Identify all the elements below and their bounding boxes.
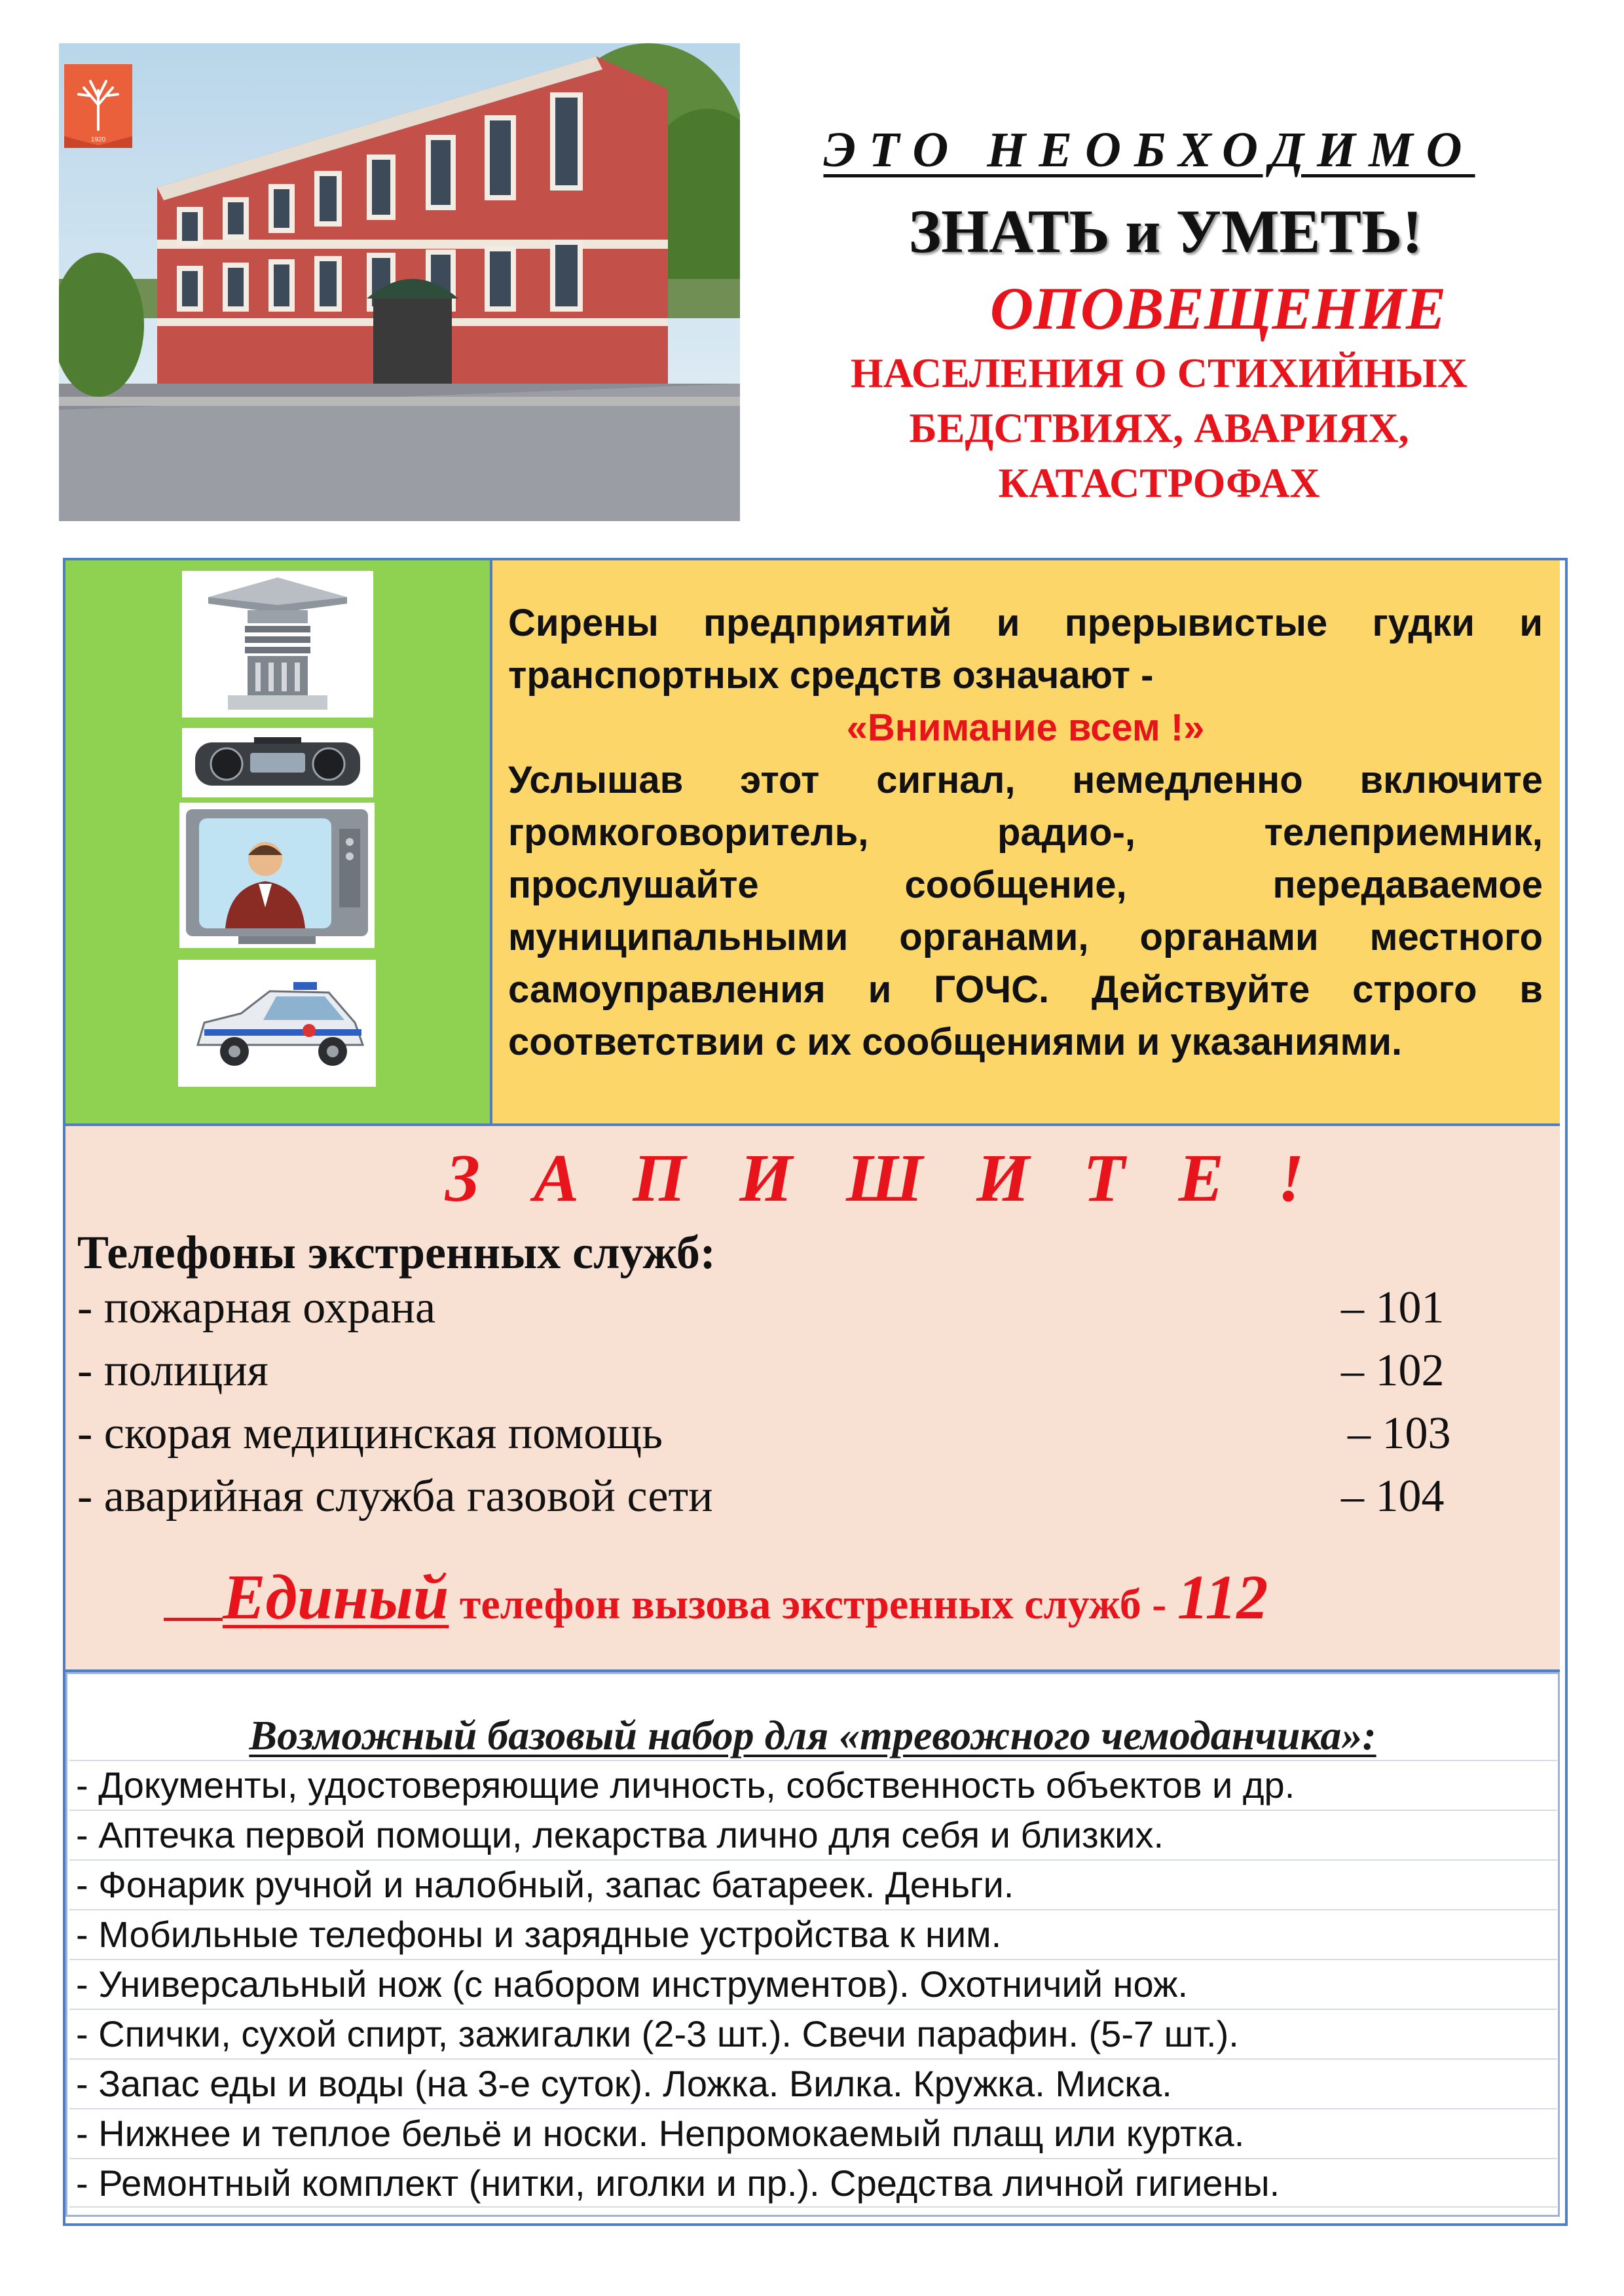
unified-emergency-number	[164, 1561, 1268, 1634]
phone-number-gas: – 104	[1341, 1471, 1445, 1522]
kit-item: - Аптечка первой помощи, лекарства лично для себя и близких.	[69, 1810, 1557, 1859]
siren-intro: Сирены предприятий и прерывистые гудки и транспортных средств означают -	[508, 602, 1543, 697]
kit-item: - Нижнее и теплое бельё и носки. Непромокаемый плащ или куртка.	[69, 2108, 1557, 2158]
kit-item: - Универсальный нож (с набором инструментов). Охотничий нож.	[69, 1959, 1557, 2009]
header-title-line2: ЗНАТЬ и УМЕТЬ!	[908, 198, 1423, 266]
unified-word: Единый	[223, 1562, 449, 1633]
kit-item: - Документы, удостоверяющие личность, собственность объектов и др.	[69, 1760, 1557, 1810]
write-down-heading: З А П И Ш И Т Е !	[445, 1140, 1323, 1216]
phone-number-ambulance: – 103	[1348, 1408, 1451, 1459]
radio-icon	[182, 728, 373, 797]
phones-title: Телефоны экстренных служб:	[77, 1226, 716, 1279]
building-photo	[59, 43, 740, 521]
kit-item: - Спички, сухой спирт, зажигалки (2-3 шт.). Свечи парафин. (5-7 шт.).	[69, 2009, 1557, 2058]
phone-label-police: - полиция	[77, 1345, 268, 1396]
phone-number-fire: – 101	[1341, 1283, 1445, 1333]
phone-number-police: – 102	[1341, 1345, 1445, 1396]
attention-callout: «Внимание всем !»	[846, 706, 1205, 749]
siren-icon	[182, 571, 373, 718]
header-subtitle	[760, 346, 1559, 511]
siren-instructions	[508, 597, 1543, 1068]
police-car-icon	[178, 960, 376, 1087]
kit-item: - Фонарик ручной и налобный, запас батареек. Деньги.	[69, 1859, 1557, 1909]
kit-item: - Ремонтный комплект (нитки, иголки и пр.). Средства личной гигиены.	[69, 2158, 1557, 2208]
subtitle-line: НАСЕЛЕНИЯ О СТИХИЙНЫХ	[850, 350, 1468, 396]
subtitle-line: КАТАСТРОФАХ	[998, 460, 1320, 506]
unified-text: телефон вызова экстренных служб -	[459, 1580, 1167, 1628]
kit-item: - Запас еды и воды (на 3-е суток). Ложка. Вилка. Кружка. Миска.	[69, 2058, 1557, 2108]
header-title-line3: ОПОВЕЩЕНИЕ	[989, 275, 1447, 342]
svg-text:1920: 1920	[90, 136, 106, 143]
siren-body: Услышав этот сигнал, немедленно включите громкоговоритель, радио-, телеприемник, прослушайте сообщение, передаваемое муниципальными органами, органами местного самоуправления и ГОЧС. Действуйте строго в соответствии с их сообщениями и указаниями.	[508, 759, 1543, 1063]
phone-label-gas: - аварийная служба газовой сети	[77, 1471, 713, 1522]
unified-number: 112	[1177, 1562, 1268, 1632]
tv-announcer-icon	[179, 803, 375, 948]
logo-tree-icon	[64, 64, 132, 148]
underline-lead	[164, 1617, 223, 1621]
header-title-line1: ЭТО НЕОБХОДИМО	[823, 122, 1475, 177]
kit-item: - Мобильные телефоны и зарядные устройства к ним.	[69, 1909, 1557, 1959]
phone-label-fire: - пожарная охрана	[77, 1283, 436, 1333]
kit-title: Возможный базовый набор для «тревожного чемоданчика»:	[249, 1712, 1376, 1758]
phone-label-ambulance: - скорая медицинская помощь	[77, 1408, 663, 1459]
subtitle-line: БЕДСТВИЯХ, АВАРИЯХ,	[909, 405, 1409, 451]
